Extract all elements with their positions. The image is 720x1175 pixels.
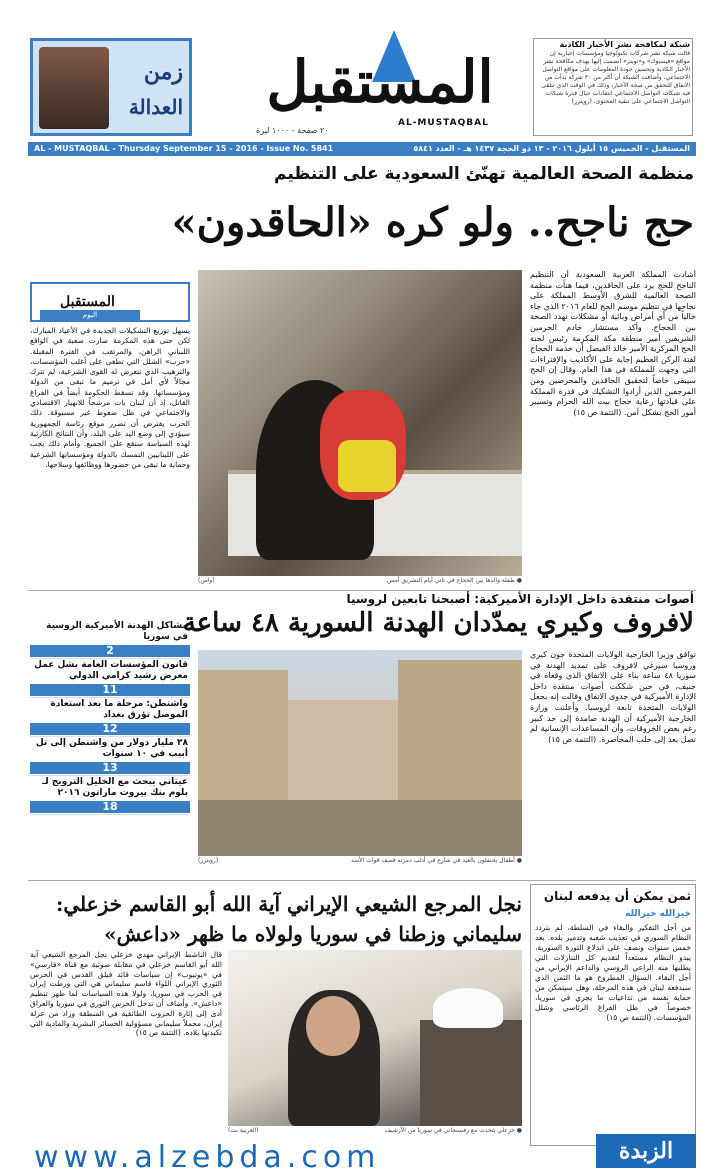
third-body: قال الناشط الإيراني مهدي خزعلي نجل المرجع الشيعي آية الله أبو القاسم خزعلي في مقابلة صوتية مع قناة «فارسي» في «يوتيوب» إن سياسات قائد فيلق القدس في الحرس الثوري الإيراني اللواء قاسم سليماني هي التي ورطت إيران في الحرب في سوريا، ولولا هذه السياسات لما ظهر تنظيم «داعش». وأضاف أن تدخل الحرس الثوري في سوريا والعراق أدى إلى إثارة الحروب الطائفية في المنطقة وزاد من عزلة إيران، محملاً سليماني مسؤولية الخسائر البشرية والمادية التي تكبدتها بلاده. (التتمة ص ١٥) [30, 950, 222, 1038]
third-photo-caption-row [228, 1127, 522, 1134]
opinion-text: من أجل التفكير والبقاء في السلطة، لم يتردد النظام السوري في تعذيب شعبه وتدمير بلده. بعد خمس سنوات ونصف على اندلاع الثورة السورية، يبدو النظام مستعداً لتقديم كل التنازلات التي يطلبها منه الراعي الروسي والداعم الإيراني من أجل البقاء. السؤال المطروح هو ما الثمن الذي سيدفعه لبنان في هذه المرحلة، وهل سيتمكن من حماية نفسه من تداعيات ما يجري في سوريا، خصوصاً في ظل الفراغ الرئاسي وشلل المؤسسات. (التتمة ص ١٥) [535, 923, 691, 1022]
index-item[interactable] [30, 659, 190, 698]
second-body: توافق وزيرا الخارجية الولايات المتحدة جون كيري وروسيا سيرغي لافروف على تمديد الهدنة في سوريا ٤٨ ساعة بناء على الاتفاق الذي وقعاه في جنيف، في حين شككت أصوات منتقدة داخل الإدارة الأميركية في جدوى الاتفاق وقالت إنه يجعل الولايات المتحدة تابعة لروسيا. وأعلنت وزارة الخارجية الأميركية أن الهدنة صامدة إلى حد كبير رغم بعض الخروقات، وأن المساعدات الإنسانية لم تصل بعد إلى حلب المحاصرة. (التتمة ص ١٥) [530, 650, 696, 744]
opinion-title: ثمن يمكن أن يدفعه لبنان [543, 889, 691, 903]
footer-url[interactable]: www.alzebda.com [34, 1140, 381, 1175]
photo-speaker-face [306, 996, 360, 1056]
newspaper-logo: المستقبل [266, 48, 494, 116]
footer-logo: الزبدة [596, 1134, 696, 1168]
today-box [30, 282, 190, 322]
photo-child-dress [338, 440, 396, 492]
today-tag: اليوم [40, 310, 140, 320]
third-photo [228, 950, 522, 1126]
second-photo-caption: ● أطفال يحتفلون بالعيد في شارع في أدلب دمرته قصف قوات الأسد [351, 857, 522, 864]
divider [28, 880, 696, 881]
lead-photo-caption-row [198, 577, 522, 584]
photo-cleric-turban [433, 988, 503, 1028]
index-item-page: 11 [30, 684, 190, 696]
lead-body: أشادت المملكة العربية السعودية أن التنظيم الناجح للحج يرد على الحاقدين، فيما هنأت منظمة الصحة العالمية للشرق الأوسط المملكة على نجاحها في تنظيم موسم الحج للعام ٢٠١٦ الذي جاء خالياً من أي أمراض وبائية أو مشكلات تهدد الصحة بين الحجاج. وأكد مستشار خادم الحرمين الشريفين أمير منطقة مكة المكرمة رئيس لجنة الحج المركزية الأمير خالد الفيصل أن خدمة الحجاج لفتة الركن العظيم إجابة على الأكاذيب والإفتراءات التي وجهت للمملكة في هذا العام. وقال إن الحج سيبقى خاصاً لتحقيق الحاقدين والمحرضين ومن المرجفين الذين أرادوا التشكيك في قدرة المملكة على قيادتها رعاية حجاج بيت الله الحرام وتسيير أمور الحج بشكل آمن. (التتمة ص ١٥) [530, 270, 696, 417]
second-photo-credit: (رويترز) [198, 857, 219, 864]
second-photo-caption-row [198, 857, 522, 864]
third-headline-line2: سليماني وزطنا في سوريا ولولاه ما ظهر «داعش» [104, 922, 522, 946]
second-kicker: أصوات منتقدة داخل الإدارة الأميركية: أصبحنا تابعين لروسيا [346, 592, 694, 606]
today-text: يسهل توزيع التشكيلات الجديدة في الأعياد المبارك، لكن حتى هذه المكرمة صارت صعبة في الواقع اللبناني الراهن، والمرتقب في الفترة المقبلة. «حرب» الشلل التي تطغى على أغلب المؤسسات، والترهيب الذي تتعرض له القوى الشرعية، لم تترك مجالاً لأي أمل في ترميم ما تبقى من الدولة ومؤسساتها. وقد تسقط الحكومة أيضاً في الفراغ القاتل، إذ أن لبنان بات مرشحاً للانهيار الاقتصادي والاجتماعي في ظل ضغوط غير مسبوقة. ذلك الحزب يفترض أن تضرر موقع رئاسة الجمهورية سيؤدي إلى وضع اليد على البلد، وأن النتائج الكارثية لهذه السياسة ستقع على الجميع. وأمام ذلك يجب على اللبنانيين التمسك بالدولة ومؤسساتها الشرعية وحماية ما تبقى من حضورها ووظائفها وسلاحها. [30, 326, 190, 469]
photo-building [288, 700, 398, 810]
photo-building [198, 670, 288, 810]
date-bar-arabic: المستقبل - الخميس ١٥ أيلول ٢٠١٦ - ١٣ ذو الحجة ١٤٣٧ هـ - العدد ٥٨٤١ [413, 144, 690, 153]
top-news-text: قالت شبكة نشر شركات تكنولوجيا ومؤسسات إخبارية إن مواقع «فيسبوك» و«تويتر» انضمت إليها بهدف مكافحة نشر الأخبار الكاذبة وتحسين جودة المعلومات على مواقع التواصل الاجتماعي. وأضافت الشبكة أن أكثر من ٣٠ شركة بدأت من الاتفاق للتحقق من صحة الأخبار، وذلك في الوقت الذي تتلقى فيه شبكات التواصل الاجتماعي انتقادات حيال قدرة شبكات التواصل الاجتماعي على تنقية المحتوى. (رويترز) [541, 50, 690, 105]
index-item-page: 2 [30, 645, 190, 657]
date-bar-english: AL - MUSTAQBAL - Thursday September 15 - 2016 - Issue No. 5841 [34, 144, 334, 153]
price-label: ٢٠ صفحة - ١٠٠٠ ليرة [256, 126, 329, 135]
lead-photo-caption: ● طفلة والدها بين الحجاج في ثاني أيام التشريق أمس [386, 577, 522, 584]
third-photo-caption: ● خزعلي يتحدث مع رفسنجاني في سوريا من الأرشيف [384, 1127, 522, 1134]
lead-photo-credit: (واس) [198, 577, 215, 584]
today-label: المستقبل [60, 294, 115, 310]
index-item[interactable] [30, 737, 190, 776]
lead-kicker: منظمة الصحة العالمية تهنّئ السعودية على التنظيم [274, 164, 694, 184]
lead-photo [198, 270, 522, 576]
promo-box [30, 38, 192, 136]
index-item-page: 13 [30, 762, 190, 774]
index-item[interactable] [30, 776, 190, 815]
date-bar [28, 142, 696, 156]
index-item-title: ٣٨ مليار دولار من واشنطن إلى تل أبيب في ١٠ سنوات [35, 738, 188, 759]
opinion-column [530, 884, 696, 1146]
index-item-title: عيتاني يبحث مع الخليل الترويج لـ بلوم بنك بيروت ماراتون ٢٠١٦ [42, 777, 188, 798]
photo-cleric [420, 1020, 522, 1126]
third-headline-line1: نجل المرجع الشيعي الإيراني آية الله أبو القاسم خزعلي: [55, 892, 522, 916]
photo-building [398, 660, 522, 810]
top-news-box [533, 38, 693, 136]
index-item-title: واشنطن: مرحلة ما بعد استعادة الموصل تؤرق بغداد [50, 699, 188, 720]
second-photo [198, 650, 522, 856]
index-item[interactable] [30, 620, 190, 659]
newspaper-logo-latin: AL-MUSTAQBAL [398, 118, 489, 128]
index-item-page: 12 [30, 723, 190, 735]
promo-subtitle: العدالة [128, 95, 183, 119]
opinion-author: خيرالله خيرالله [625, 909, 691, 919]
index-item-page: 18 [30, 801, 190, 813]
index-item[interactable] [30, 698, 190, 737]
lead-headline: حج ناجح.. ولو كره «الحاقدون» [171, 199, 694, 246]
index-item-title: مشاكل الهدنة الأميركية الروسية في سوريا [46, 621, 188, 642]
top-news-title: شبكة لمكافحة نشر الأخبار الكاذبة [559, 40, 690, 49]
divider [28, 590, 696, 591]
second-headline: لافروف وكيري يمدّدان الهدنة السورية ٤٨ ساعة [182, 608, 694, 638]
promo-title: زمن [143, 59, 183, 85]
promo-portrait [39, 47, 109, 129]
index-box [30, 620, 190, 856]
third-photo-credit: (العربية نت) [228, 1127, 259, 1134]
index-item-title: قانون المؤسسات العامة يشل عمل معرض رشيد كرامي الدولي [34, 660, 188, 681]
photo-road [198, 800, 522, 856]
